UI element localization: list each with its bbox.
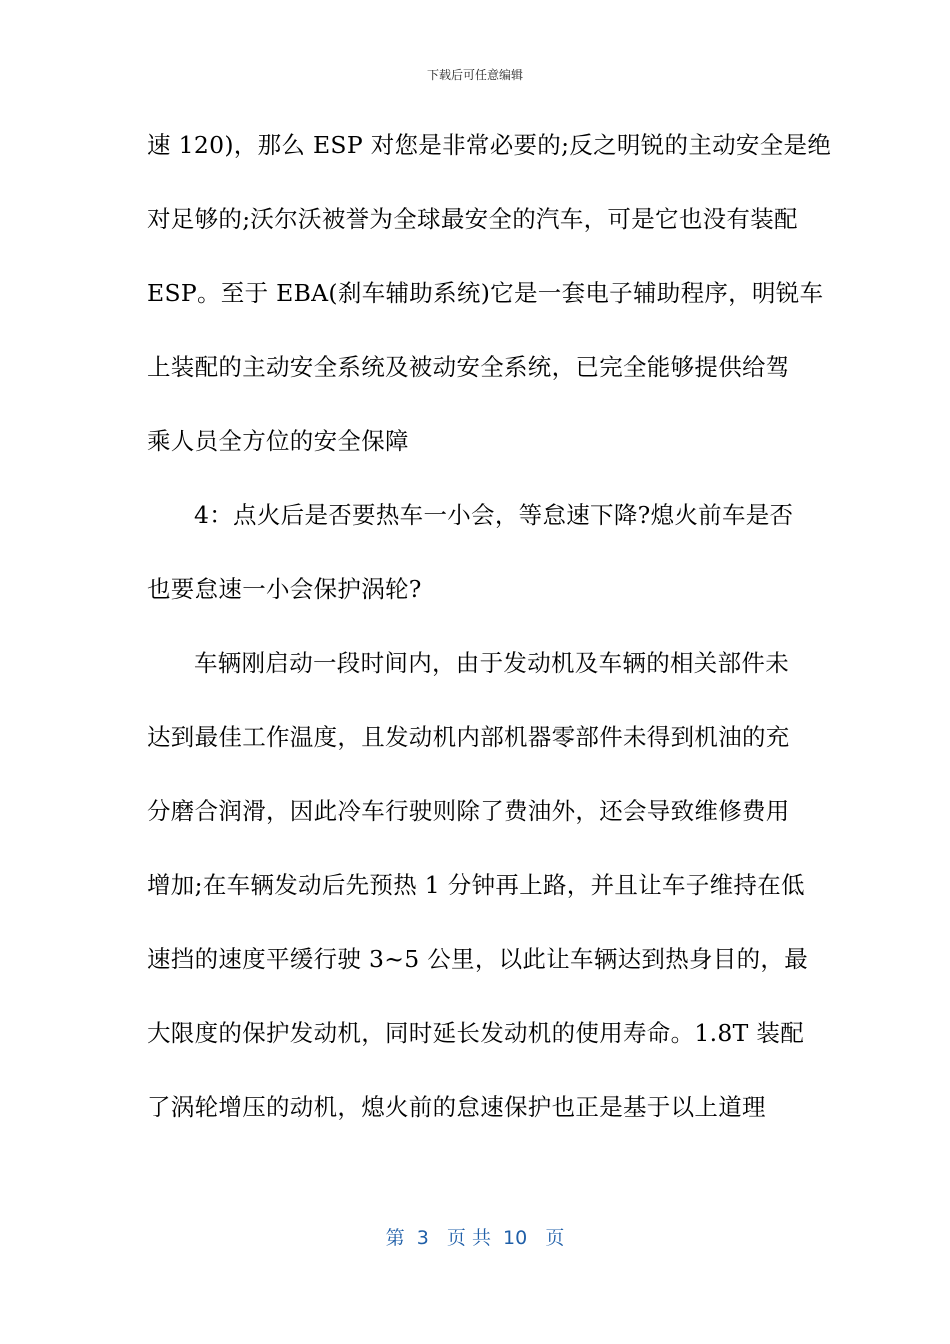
body-line: 达到最佳工作温度，且发动机内部机器零部件未得到机油的充	[147, 723, 790, 751]
question-heading-line: 4：点火后是否要热车一小会，等怠速下降?熄火前车是否	[194, 501, 794, 529]
page-number-footer: 第 3 页 共 10 页	[385, 1227, 565, 1249]
body-line: 乘人员全方位的安全保障	[147, 427, 409, 455]
body-line: 大限度的保护发动机，同时延长发动机的使用寿命。1.8T 装配	[147, 1019, 805, 1047]
body-line: 车辆刚启动一段时间内，由于发动机及车辆的相关部件未	[194, 649, 789, 677]
page-header: 下载后可任意编辑	[426, 68, 523, 82]
body-line: 速挡的速度平缓行驶 3~5 公里，以此让车辆达到热身目的，最	[147, 945, 809, 973]
body-line: 增加;在车辆发动后先预热 1 分钟再上路，并且让车子维持在低	[147, 871, 805, 899]
body-line: ESP。至于 EBA(刹车辅助系统)它是一套电子辅助程序，明锐车	[147, 279, 824, 307]
body-line: 上装配的主动安全系统及被动安全系统，已完全能够提供给驾	[147, 353, 790, 381]
body-line: 了涡轮增压的动机，熄火前的怠速保护也正是基于以上道理	[147, 1093, 766, 1121]
document-body	[147, 122, 832, 1158]
body-line: 速 120)，那么 ESP 对您是非常必要的;反之明锐的主动安全是绝	[147, 131, 832, 159]
question-heading-line: 也要怠速一小会保护涡轮?	[147, 575, 422, 603]
body-line: 分磨合润滑，因此冷车行驶则除了费油外，还会导致维修费用	[147, 797, 790, 825]
body-line: 对足够的;沃尔沃被誉为全球最安全的汽车，可是它也没有装配	[147, 205, 798, 233]
